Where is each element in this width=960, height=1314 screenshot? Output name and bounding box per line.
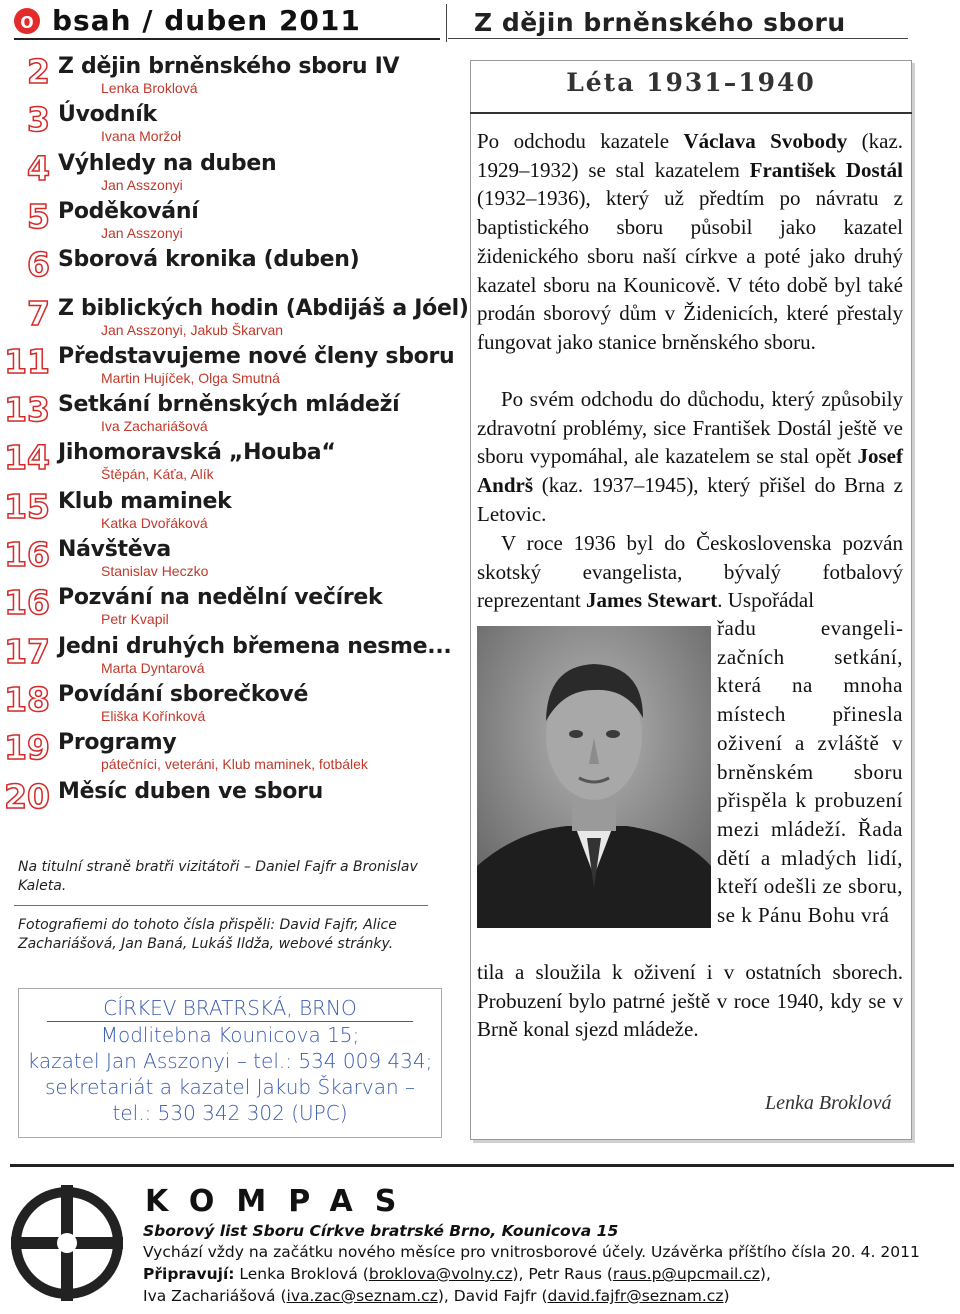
toc-page-number: 11 — [4, 341, 50, 381]
article-subtitle: Léta 1931–1940 — [566, 68, 816, 97]
toc-entry[interactable] — [0, 438, 440, 486]
email-link[interactable]: broklova@volny.cz — [368, 1265, 513, 1283]
toc-entry-author: Petr Kvapil — [101, 611, 169, 628]
church-phone: tel.: 530 342 302 (UPC) — [112, 1101, 348, 1125]
editor-name: Lenka Broklová ( — [234, 1265, 369, 1283]
editors-label: Připravují: — [143, 1265, 235, 1283]
p1-text: Po odchodu kazatele — [477, 129, 684, 153]
church-name: CÍRKEV BRATRSKÁ, BRNO — [47, 995, 413, 1022]
toc-entry-title: Programy — [58, 730, 177, 756]
toc-page-number: 15 — [4, 486, 50, 526]
toc-entry[interactable] — [0, 487, 440, 535]
name-james-stewart: James Stewart — [586, 588, 718, 613]
photo-credits: Fotografiemi do tohoto čísla přispěli: David Fajfr, Alice Zachariášová, Jan Baná, Lukáš Ildža, webové stránky. — [18, 917, 397, 952]
p1-text: (1932–1936), který už předtím po návratu z baptistického sboru působil jako kazatel židenického sboru naší církve a poté jako druhý kazatel sboru na Kounicově. V této době byl také prodán sborový dům v Židenicích, které přestaly fungovat jako stanice brněnského sboru. — [477, 186, 903, 354]
email-link[interactable]: david.fajfr@seznam.cz — [547, 1287, 724, 1305]
punct: ) — [723, 1287, 730, 1305]
toc-page-number: 20 — [4, 776, 50, 816]
editor-name: Iva Zachariášová ( — [143, 1287, 287, 1305]
kompas-logo-icon — [8, 1180, 126, 1306]
toc-page-number: 5 — [27, 196, 50, 236]
toc-entry-title: Poděkování — [58, 198, 199, 224]
editor-name: ), David Fajfr ( — [437, 1287, 548, 1305]
toc-entry-title: Úvodník — [58, 102, 157, 128]
p3-text: V roce 1936 byl do Československa pozván skotský evangelista, bývalý fotbalový reprezentant — [477, 531, 903, 613]
toc-o-badge: o — [14, 8, 40, 34]
toc-entry-author: Eliška Kořínková — [101, 707, 206, 724]
church-address: Modlitebna Kounicova 15; — [100, 1023, 360, 1047]
toc-entry-title: Návštěva — [58, 537, 171, 562]
toc-page-number: 6 — [27, 245, 50, 285]
toc-entry-author: Jan Asszonyi, Jakub Škarvan — [101, 321, 284, 338]
subtitle-rule — [470, 112, 912, 114]
footer-editors-cont — [143, 1287, 730, 1305]
toc-entry-title: Z biblických hodin (Abdijáš a Jóel) — [58, 295, 469, 321]
toc-entry-author: Lenka Broklová — [101, 80, 198, 96]
cover-note: Na titulní straně bratři vizitátoři – Daniel Fajfr a Bronislav Kaleta. — [18, 859, 418, 894]
toc-entry-author: Štěpán, Káťa, Alík — [101, 466, 214, 483]
footer-rule — [10, 1164, 954, 1167]
toc-entry-title: Setkání brněnských mládeží — [58, 392, 400, 418]
footer-deadline: Vychází vždy na začátku nového měsíce pro vnitrosborové účely. Uzávěrka příštího čísla 20. 4. 2011 — [143, 1243, 920, 1261]
toc-page-number: 7 — [27, 293, 50, 333]
toc-entry-title: Pozvání na nedělní večírek — [58, 585, 383, 611]
toc-entry-author: Jan Asszonyi — [101, 176, 183, 193]
portrait-image — [477, 626, 711, 928]
toc-entry[interactable] — [0, 535, 440, 583]
toc-page-number: 3 — [27, 100, 50, 140]
toc-entry-author: Stanislav Heczko — [101, 563, 209, 579]
article-paragraph-end: tila a sloužila k oživení i v ostatních sborech. Probuzení bylo patrné ještě v roce 1940, kdy se v Brně konal sjezd mládeže. — [477, 960, 903, 1042]
editor-name: ), Petr Raus ( — [512, 1265, 613, 1283]
article-paragraph-2 — [477, 385, 903, 529]
article-paragraph-3 — [477, 529, 903, 615]
toc-entry-title: Jedni druhých břemena nesme... — [58, 633, 452, 659]
section-rule — [448, 38, 908, 39]
toc-entry-title: Měsíc duben ve sboru — [58, 778, 323, 804]
toc-page-number: 14 — [4, 438, 50, 478]
article-wrap-text: řadu evangelizačních setkání, která na mnoha místech přinesla oživení a zvláště v brněnském sboru přispěla k probuzení mezi mládeží. Řada dětí a mladých lidí, kteří odešli ze sboru, se k Pánu Bohu vrá — [717, 616, 903, 928]
toc-entry-title: Sborová kronika (duben) — [58, 247, 360, 273]
church-contact-box — [18, 988, 442, 1138]
toc-entry[interactable] — [0, 728, 440, 776]
toc-entry-author: Iva Zachariášová — [101, 418, 208, 435]
toc-page-number: 4 — [27, 148, 50, 188]
toc-entry[interactable] — [0, 777, 440, 825]
toc-page-number: 18 — [4, 679, 50, 719]
email-link[interactable]: iva.zac@seznam.cz — [286, 1287, 438, 1305]
toc-entry-title: Povídání sborečkové — [58, 681, 309, 707]
kompas-brand: KOMPAS — [145, 1184, 419, 1219]
section-title: Z dějin brněnského sboru — [474, 8, 846, 37]
toc-entry[interactable] — [0, 197, 440, 245]
toc-entry[interactable] — [0, 52, 440, 100]
toc-entry-author: Jan Asszonyi — [101, 224, 183, 241]
article-paragraph-1 — [477, 127, 903, 357]
toc-entry[interactable] — [0, 583, 440, 631]
footer-editors — [143, 1265, 771, 1283]
toc-entry[interactable] — [0, 341, 455, 390]
toc-entry[interactable] — [0, 680, 440, 728]
toc-entry[interactable] — [0, 631, 452, 680]
footer-publication: Sborový list Sboru Církve bratrské Brno, Kounicova 15 — [143, 1222, 619, 1240]
p1-text: (kaz. 1929–1932) se stal kazatelem — [477, 129, 904, 182]
toc-entry-title: Z dějin brněnského sboru IV — [58, 54, 400, 79]
toc-entry[interactable] — [0, 149, 440, 197]
punct: ), — [759, 1265, 771, 1283]
portrait-photo — [477, 626, 711, 928]
toc-entry-author: Marta Dyntarová — [101, 659, 205, 676]
toc-page-number: 17 — [4, 631, 50, 671]
toc-entry[interactable] — [0, 293, 469, 342]
toc-entry-title: Výhledy na duben — [58, 150, 277, 176]
church-secretariat: sekretariát a kazatel Jakub Škarvan – — [44, 1075, 416, 1099]
toc-page-number: 16 — [4, 535, 50, 574]
toc-entry-title: Představujeme nové členy sboru — [58, 343, 455, 369]
p3-text: . Uspořádal — [717, 588, 815, 613]
toc-entry-author: Ivana Moržoł — [101, 128, 182, 145]
email-link[interactable]: raus.p@upcmail.cz — [612, 1265, 760, 1283]
p2-text: (kaz. 1937–1945), který přišel do Brna z Letovic. — [477, 473, 903, 526]
toc-entry[interactable] — [0, 245, 440, 293]
name-josef-andrs: Josef Andrš — [477, 444, 903, 498]
toc-entry-author: Katka Dvořáková — [101, 514, 208, 531]
name-vaclav-svoboda: Václava Svobody — [683, 129, 848, 153]
toc-entry-author: Martin Hujíček, Olga Smutná — [101, 369, 280, 386]
toc-page-number: 2 — [27, 52, 50, 91]
author-signature: Lenka Broklová — [765, 1092, 892, 1114]
divider — [14, 905, 428, 906]
toc-page-number: 16 — [4, 583, 50, 623]
toc-entry[interactable] — [0, 100, 440, 148]
toc-title: bsah / duben 2011 — [52, 4, 361, 37]
toc-entry[interactable] — [0, 390, 440, 438]
toc-entry-title: Jihomoravská „Houba“ — [58, 440, 336, 466]
toc-page-number: 13 — [4, 390, 50, 430]
toc-entry-author: pátečníci, veteráni, Klub maminek, fotbálek — [101, 756, 368, 773]
toc-entry-title: Klub maminek — [58, 488, 232, 514]
p2-text: Po svém odchodu do důchodu, který způsobily zdravotní problémy, sice František Dostál ještě ve sboru vypomáhal, ale kazatelem se stal opět — [477, 387, 903, 469]
column-divider — [446, 4, 447, 42]
name-frantisek-dostal: František Dostál — [749, 157, 903, 182]
toc-page-number: 19 — [4, 728, 50, 768]
church-pastor: kazatel Jan Asszonyi – tel.: 534 009 434; — [27, 1049, 433, 1073]
